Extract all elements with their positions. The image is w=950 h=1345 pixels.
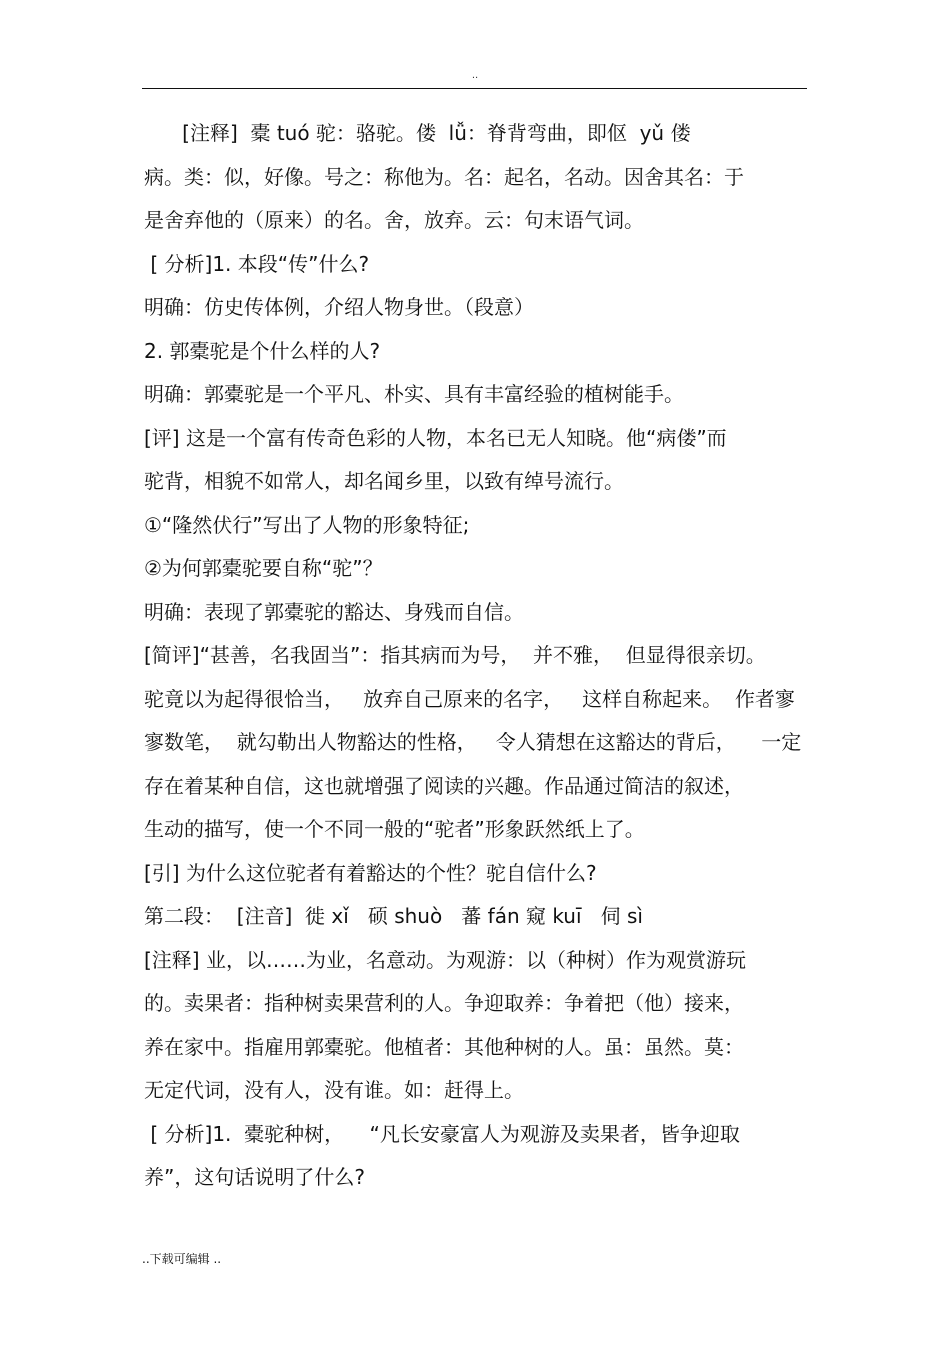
text-line: 驼竟以为起得很恰当， 放弃自己原来的名字， 这样自称起来。 作者寥 xyxy=(144,686,795,711)
text-line: 明确：仿史传体例，介绍人物身世。（段意） xyxy=(144,295,534,319)
text-line: 2. 郭橐驼是个什么样的人? xyxy=(144,338,381,363)
text-line: 明确：郭橐驼是一个平凡、朴实、具有丰富经验的植树能手。 xyxy=(144,382,684,406)
text-line: 明确：表现了郭橐驼的豁达、身残而自信。 xyxy=(144,599,524,624)
text-line: [引] 为什么这位驼者有着豁达的个性？驼自信什么? xyxy=(144,860,597,885)
header-rule xyxy=(142,88,807,89)
text-line: 是舍弃他的（原来）的名。舍，放弃。云：句末语气词。 xyxy=(144,208,644,232)
text-line: 生动的描写，使一个不同一般的“驼者”形象跃然纸上了。 xyxy=(144,817,645,841)
text-line: 驼背，相貌不如常人，却名闻乡里，以致有绰号流行。 xyxy=(144,469,624,493)
text-line: [简评]“甚善，名我固当”：指其病而为号， 并不雅， 但显得很亲切。 xyxy=(144,643,766,667)
text-line: 无定代词，没有人，没有谁。如：赶得上。 xyxy=(144,1078,524,1102)
text-line: 存在着某种自信，这也就增强了阅读的兴趣。作品通过简洁的叙述， xyxy=(144,773,744,798)
document-body xyxy=(144,116,810,1204)
text-line: [注释] 业，以……为业，名意动。为观游：以（种树）作为观赏游玩 xyxy=(144,947,746,972)
text-line: [注释] 橐 tuó 驼：骆驼。偻 lǚ：脊背弯曲，即伛 yǔ 偻 xyxy=(144,121,691,145)
text-line: [ 分析]1. 橐驼种树， “凡长安豪富人为观游及卖果者，皆争迎取 xyxy=(144,1121,740,1146)
text-line: [ 分析]1. 本段“传”什么? xyxy=(144,251,370,276)
text-line: 养在家中。指雇用郭橐驼。他植者：其他种树的人。虽：虽然。莫： xyxy=(144,1034,744,1059)
text-line: 第二段： [注音] 徙 xǐ 硕 shuò 蕃 fán 窥 kuī 伺 sì xyxy=(144,904,643,928)
footer-text: ..下载可编辑 .. xyxy=(142,1252,222,1266)
text-line: 的。卖果者：指种树卖果营利的人。争迎取养：争着把（他）接来， xyxy=(144,991,744,1015)
text-line: 病。类：似，好像。号之：称他为。名：起名，名动。因舍其名：于 xyxy=(144,164,744,189)
text-line: ①“隆然伏行”写出了人物的形象特征; xyxy=(144,512,470,537)
text-line: ②为何郭橐驼要自称“驼”？ xyxy=(144,556,383,580)
header-mark: .. xyxy=(471,70,479,81)
text-line: [评] 这是一个富有传奇色彩的人物，本名已无人知晓。他“病偻”而 xyxy=(144,425,727,450)
text-line: 养”，这句话说明了什么? xyxy=(144,1165,365,1189)
text-line: 寥数笔， 就勾勒出人物豁达的性格， 令人猜想在这豁达的背后， 一定 xyxy=(144,730,802,754)
